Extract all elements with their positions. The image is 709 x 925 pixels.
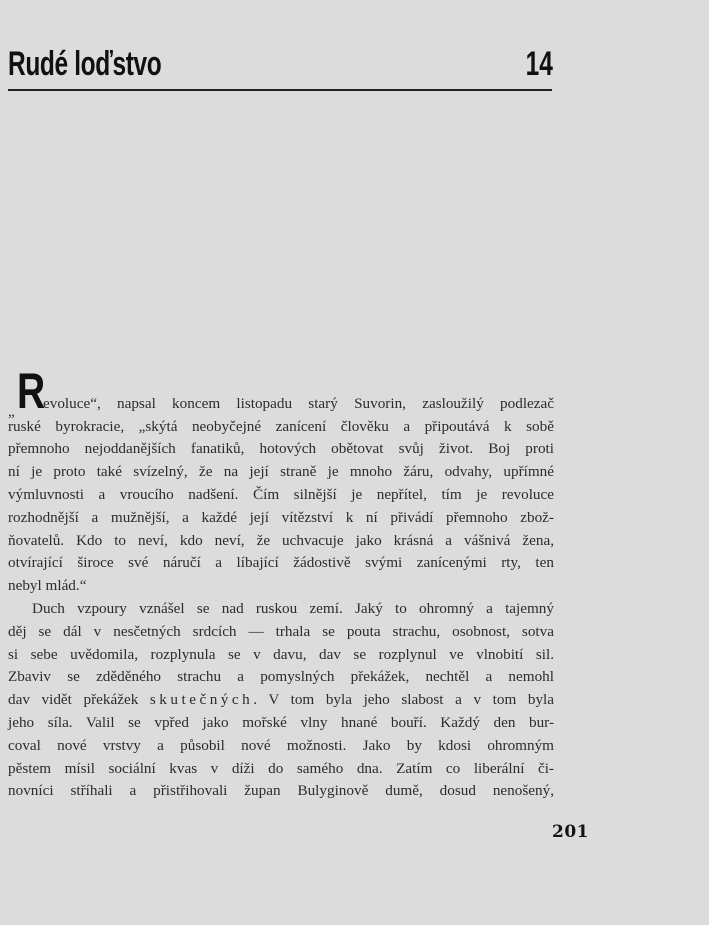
text-line: rozhodnější a mužnější, a každé její vítězství k ní přivádí přemnoho zbož- [8, 508, 554, 526]
text-line: ní je proto také svízelný, že na její straně je mnoho žáru, odvahy, upřímné [8, 463, 554, 481]
text-line: děj se dál v nesčetných srdcích — trhala se pouta strachu, osobnost, sotva [8, 622, 554, 640]
text-line: Zbaviv se zděděného strachu a pomyslných překážek, nechtěl a nemohl [8, 668, 554, 686]
drop-cap: R [17, 363, 46, 419]
body-text [8, 370, 554, 803]
text-line: nebyl mlád.“ [8, 577, 87, 595]
text-line: novníci stříhali a přistřihovali župan Bulyginově dumě, dosud nenošený, [8, 782, 554, 800]
text-line: přemnoho nejoddanějších fanatiků, hotových obětovat svůj život. Boj proti [8, 440, 554, 458]
text-line: výmluvnosti a vroucího nadšení. Čím silnější je nepřítel, tím je revoluce [8, 485, 554, 503]
spaced-line-after: . V tom byla jeho slabost a v tom byla [253, 691, 554, 709]
text-line: si sebe uvědomila, rozplynula se v davu, dav se rozplynul ve vlnobití sil. [8, 645, 554, 663]
text-line: ňovatelů. Kdo to neví, kdo neví, že uchvacuje jako krásná a vášnivá žena, [8, 531, 554, 549]
text-line: jeho síla. Valil se vpřed jako mořské vlny hnané bouří. Každý den bur- [8, 713, 554, 731]
emphasized-word: skutečných [149, 691, 254, 709]
text-line: ruské byrokracie, „skýtá neobyčejné zanícení člověku a připoutává k sobě [8, 417, 554, 435]
text-line: evoluce“, napsal koncem listopadu starý Suvorin, zasloužilý podlezač [43, 394, 554, 412]
text-line-spaced [8, 689, 554, 712]
text-line: pěstem mísil sociální kvas v díži do samého dna. Zatím co liberální či- [8, 759, 554, 777]
text-line: otvírající široce své náručí a líbající žádostivě svými zanícenými rty, ten [8, 554, 554, 572]
chapter-number: 14 [525, 45, 553, 83]
text-line: Duch vzpoury vznášel se nad ruskou zemí. Jaký to ohromný a tajemný [32, 599, 554, 617]
text-line: coval nové vrstvy a působil nové možnosti. Jako by kdosi ohromným [8, 736, 554, 754]
opening-quote: „ [8, 403, 15, 420]
header-rule [8, 89, 552, 91]
text-line [8, 370, 554, 393]
page-number: 201 [552, 822, 589, 842]
chapter-title: Rudé loďstvo [8, 45, 162, 83]
spaced-line-before: dav vidět překážek [8, 691, 150, 709]
